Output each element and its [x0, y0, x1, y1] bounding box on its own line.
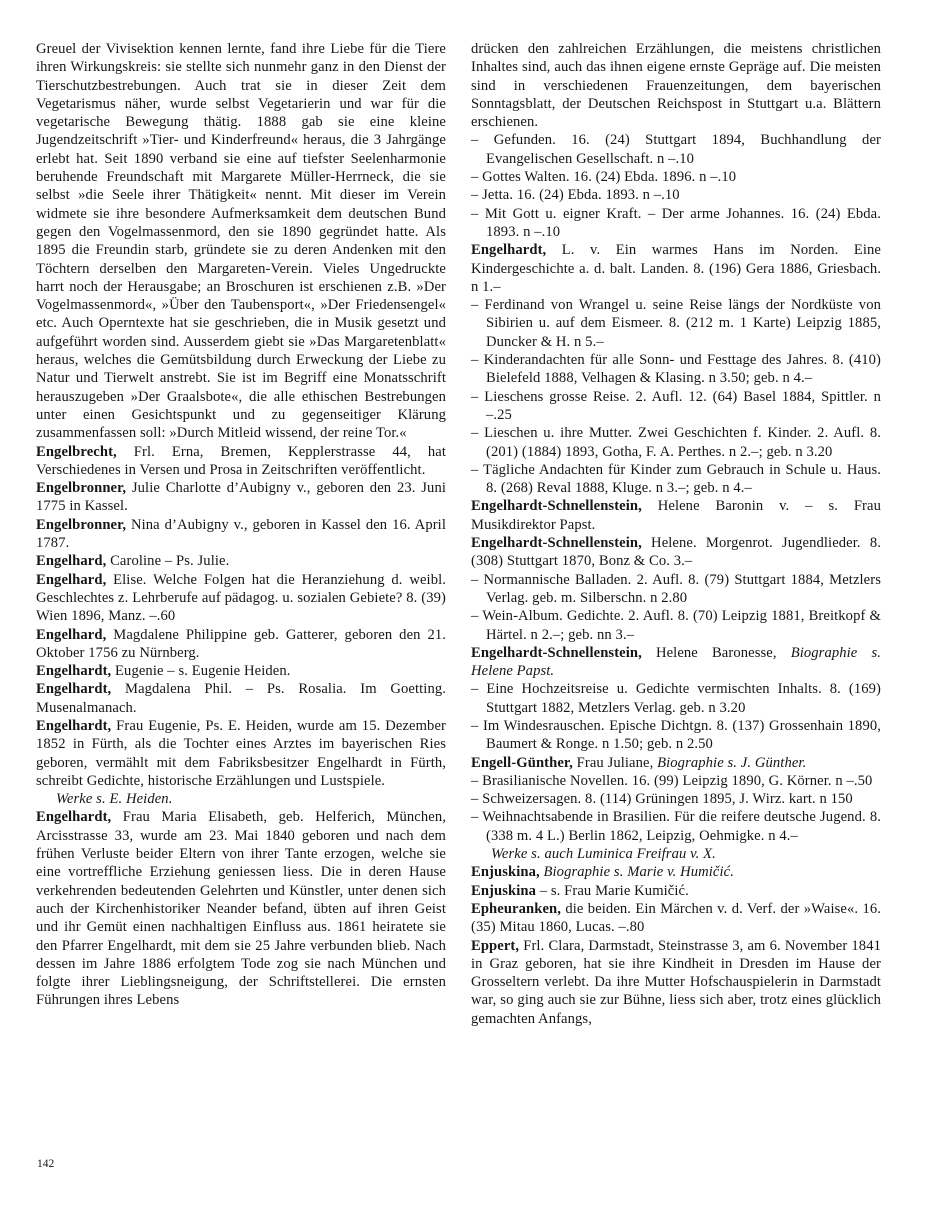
right-column: [471, 40, 881, 1028]
body-text: Frau Eugenie, Ps. E. Heiden, wurde am 15. Dezember 1852 in Fürth, als die Tochter eines Arztes im bayerischen Ries geboren, vermählt mit dem Fabriksbesitzer Engelhardt in Fürth, schreibt Gedichte, historische Erzählungen und Lustspiele.: [36, 717, 446, 789]
body-text: Elise. Welche Folgen hat die Heranziehung d. weibl. Geschlechtes z. Lehrberufe auf pädagog. u. sozialen Gebiete? 8. (39) Wien 1896, Manz. –.60: [36, 571, 446, 625]
work-list-item: [471, 168, 881, 186]
entry-paragraph: [471, 241, 881, 296]
body-text: Nina d’Aubigny v., geboren in Kassel den 16. April 1787.: [36, 516, 446, 552]
entry-paragraph: [36, 443, 446, 480]
work-list-item: [471, 351, 881, 388]
entry-name: Engelhard,: [36, 626, 107, 643]
body-text: – Im Windesrauschen. Epische Dichtgn. 8. (137) Grossenhain 1890, Baumert & Ronge. n 1.50; geb. n 2.50: [471, 717, 881, 753]
body-text: Helene. Morgenrot. Jugendlieder. 8. (308) Stuttgart 1870, Bonz & Co. 3.–: [471, 535, 881, 570]
entry-paragraph: [471, 497, 881, 534]
entry-name: Engelhardt,: [36, 809, 112, 826]
entry-name: Engell-Günther,: [471, 754, 573, 771]
body-text: – Jetta. 16. (24) Ebda. 1893. n –.10: [471, 187, 680, 204]
entry-paragraph: [36, 571, 446, 626]
entry-paragraph: [471, 644, 881, 681]
work-list-item: [471, 808, 881, 845]
body-text: – Gottes Walten. 16. (24) Ebda. 1896. n –.10: [471, 169, 737, 186]
body-text: die beiden. Ein Märchen v. d. Verf. der »Waise«. 16. (35) Mitau 1860, Lucas. –.80: [471, 900, 881, 936]
italic-text: Biographie s. Marie v. Humičić.: [543, 864, 734, 881]
body-text: – Eine Hochzeitsreise u. Gedichte vermischten Inhalts. 8. (169) Stuttgart 1882, Metzlers Verlag. geb. n 3.20: [471, 681, 881, 716]
body-text: Frau Maria Elisabeth, geb. Helferich, München, Arcisstrasse 33, wurde am 23. Mai 1840 geboren und nach dem frühen Verluste beider Eltern von ihrer Tante erzogen, welche sie eine vortreffliche Erziehung geniessen liess. Die in deren Hause verkehrenden bedeutenden Gelehrten und Künstler, unter denen sich auch der Kirchenhistoriker Neander befand, übten auf ihren Geist und ihr Gemüt einen nachhaltigen Einfluss aus. 1861 heiratete sie den Pfarrer Engelhardt, mit dem sie 25 Jahre verbunden blieb. Nach dessen im Jahre 1886 erfolgtem Tode zog sie nach München und folgte ihrer Lieblingsneigung, der Schriftstellerei. Die ernsten Führungen ihres Lebens: [36, 809, 446, 1009]
entry-paragraph: [36, 808, 446, 1009]
text-paragraph: [471, 40, 881, 131]
entry-paragraph: [471, 754, 881, 772]
work-list-item: [471, 717, 881, 754]
werke-reference: [471, 845, 881, 863]
entry-name: Engelhard,: [36, 571, 107, 588]
work-list-item: [471, 131, 881, 168]
body-text: Helene Baronesse,: [641, 644, 791, 661]
italic-text: Biographie s. J. Günther.: [657, 754, 807, 771]
work-list-item: [471, 680, 881, 717]
entry-name: Engelbronner,: [36, 516, 127, 533]
entry-paragraph: [471, 937, 881, 1028]
body-text: – Normannische Balladen. 2. Aufl. 8. (79) Stuttgart 1884, Metzlers Verlag. geb. m. Silberschn. n 2.80: [471, 571, 881, 606]
entry-name: Epheuranken,: [471, 900, 562, 917]
entry-name: Engelhardt-Schnellenstein,: [471, 644, 642, 661]
werke-reference: [36, 790, 446, 808]
entry-paragraph: [36, 516, 446, 553]
left-column: [36, 40, 446, 1028]
body-text: Frl. Erna, Bremen, Kepplerstrasse 44, hat Verschiedenes in Versen und Prosa in Zeitschriften veröffentlicht.: [36, 443, 446, 478]
work-list-item: [471, 186, 881, 204]
entry-paragraph: [471, 882, 881, 900]
body-text: – Wein-Album. Gedichte. 2. Aufl. 8. (70) Leipzig 1881, Breitkopf & Härtel. n 2.–; geb. nn 3.–: [471, 608, 881, 643]
entry-paragraph: [471, 863, 881, 881]
body-text: – Brasilianische Novellen. 16. (99) Leipzig 1890, G. Körner. n –.50: [471, 772, 873, 789]
work-list-item: [471, 571, 881, 608]
work-list-item: [471, 461, 881, 498]
work-list-item: [471, 388, 881, 425]
entry-name: Engelhard,: [36, 553, 107, 570]
work-list-item: [471, 424, 881, 461]
body-text: Julie Charlotte d’Aubigny v., geboren den 23. Juni 1775 in Kassel.: [36, 480, 446, 515]
work-list-item: [471, 296, 881, 351]
entry-paragraph: [471, 534, 881, 571]
entry-name: Engelhardt,: [36, 663, 112, 680]
entry-name: Engelhardt,: [471, 242, 547, 259]
body-text: – Kinderandachten für alle Sonn- und Festtage des Jahres. 8. (410) Bielefeld 1888, Velhagen & Klasing. n 3.50; geb. n 4.–: [471, 352, 881, 387]
entry-paragraph: [36, 717, 446, 790]
body-text: – s. Frau Marie Kumičić.: [536, 882, 689, 899]
entry-paragraph: [471, 900, 881, 937]
body-text: Frl. Clara, Darmstadt, Steinstrasse 3, am 6. November 1841 in Graz geboren, hat sie ihre Kindheit in Dresden im Hause der Grosseltern verlebt. Da ihre Mutter Hofschauspielerin in Darmstadt war, so ging auch sie zur Bühne, liess sich aber, trotz eines glücklich gemachten Anfangs,: [471, 937, 881, 1027]
entry-paragraph: [36, 552, 446, 570]
entry-paragraph: [36, 662, 446, 680]
italic-text: Werke s. E. Heiden.: [56, 791, 173, 808]
entry-name: Eppert,: [471, 937, 520, 954]
entry-paragraph: [36, 626, 446, 663]
work-list-item: [471, 772, 881, 790]
entry-name: Engelhardt,: [36, 717, 112, 734]
body-text: Greuel der Vivisektion kennen lernte, fand ihre Liebe für die Tiere ihren Wirkungskreis: sie stellte sich nunmehr ganz in den Dienst der Tierschutzbestrebungen. Auch trat sie in dieser Zeit dem Vegetarismus näher, wurde selbst Vegetarierin und war für die vegetarische Bewegung thätig. 1888 gab sie eine kleine Jugendzeitschrift »Tier- und Kinderfreund« heraus, die 3 Jahrgänge erlebt hat. Seit 1890 verband sie eine auf tiefster Seelenharmonie beruhende Freundschaft mit Margarete Müller-Herrneck, die sie selbst »die Seele ihrer Thätigkeit« nennt. Mit dieser im Verein widmete sie ihre besondere Aufmerksamkeit dem deutschen Bund gegen den Vogelmassenmord, den sie 1890 gegründet hatte. Als 1895 die Freundin starb, gründete sie zu deren Andenken mit den Töchtern derselben den Margareten-Verein. Vieles Ungedruckte harrt noch der Herausgabe; an Broschuren ist erschienen z.B. »Der Vogelmassenmord«, »Über den Taubensport«, »Der Friedensengel« etc. Auch Operntexte hat sie geschrieben, die in Musik gesetzt und aufgeführt worden sind. Ausserdem giebt sie »Das Margaretenblatt« heraus, welches die Gemütsbildung durch Erweckung der Liebe zu Natur und Tierwelt anstrebt. Sie ist im Begriff eine Monatsschrift herauszugeben »Der Graalsbote«, die alle ethischen Bestrebungen unter einen Gesichtspunkt und zu gegenseitiger Klärung zusammenfassen soll: »Durch Mitleid wissend, der reine Tor.«: [36, 41, 446, 442]
body-text: – Mit Gott u. eigner Kraft. – Der arme Johannes. 16. (24) Ebda. 1893. n –.10: [471, 205, 881, 240]
entry-name: Engelbronner,: [36, 480, 127, 497]
entry-name: Engelhardt-Schnellenstein,: [471, 498, 642, 515]
body-text: L. v. Ein warmes Hans im Norden. Eine Kindergeschichte a. d. balt. Landen. 8. (196) Gera 1886, Griesbach. n 1.–: [471, 242, 881, 295]
entry-name: Enjuskina: [471, 882, 536, 899]
entry-name: Enjuskina,: [471, 864, 540, 881]
italic-text: Werke s. auch Luminica Freifrau v. X.: [491, 846, 716, 863]
body-text: – Lieschen u. ihre Mutter. Zwei Geschichten f. Kinder. 2. Aufl. 8. (201) (1884) 1893, Gotha, F. A. Perthes. n 2.–; geb. n 3.20: [471, 425, 881, 460]
page-number: 142: [37, 1158, 55, 1170]
body-text: – Tägliche Andachten für Kinder zum Gebrauch in Schule u. Haus. 8. (268) Reval 1888, Kluge. n 3.–; geb. n 4.–: [471, 461, 881, 497]
entry-paragraph: [36, 479, 446, 516]
page-content: [36, 40, 881, 1028]
body-text: – Weihnachtsabende in Brasilien. Für die reifere deutsche Jugend. 8. (338 m. 4 L.) Berlin 1862, Leipzig, Oehmigke. n 4.–: [471, 809, 881, 844]
text-paragraph: [36, 40, 446, 443]
body-text: – Gefunden. 16. (24) Stuttgart 1894, Buchhandlung der Evangelischen Gesellschaft. n –.10: [471, 132, 881, 167]
body-text: – Ferdinand von Wrangel u. seine Reise längs der Nordküste von Sibirien u. auf dem Eismeer. 8. (212 m. 1 Karte) Leipzig 1885, Duncker & H. n 5.–: [471, 297, 881, 350]
body-text: Frau Juliane,: [572, 754, 658, 771]
entry-name: Engelbrecht,: [36, 443, 117, 460]
body-text: Eugenie – s. Eugenie Heiden.: [111, 663, 291, 680]
body-text: Magdalena Phil. – Ps. Rosalia. Im Goetting. Musenalmanach.: [36, 681, 446, 716]
body-text: – Schweizersagen. 8. (114) Grüningen 1895, J. Wirz. kart. n 150: [471, 791, 853, 808]
entry-name: Engelhardt,: [36, 681, 112, 698]
work-list-item: [471, 607, 881, 644]
body-text: Helene Baronin v. – s. Frau Musikdirektor Papst.: [471, 498, 881, 533]
body-text: drücken den zahlreichen Erzählungen, die meistens christlichen Inhaltes sind, auch das ihnen eigene ernste Gepräge auf. Die meisten sind in verschiedenen Frauenzeitungen, dem bayerischen Sonntagsblatt, der Deutschen Reichspost in Stuttgart u.a. Blättern erschienen.: [471, 41, 881, 131]
italic-text: Biographie s. Helene Papst.: [471, 644, 881, 680]
entry-name: Engelhardt-Schnellenstein,: [471, 535, 642, 552]
body-text: Caroline – Ps. Julie.: [106, 553, 230, 570]
work-list-item: [471, 790, 881, 808]
work-list-item: [471, 205, 881, 242]
body-text: – Lieschens grosse Reise. 2. Aufl. 12. (64) Basel 1884, Spittler. n –.25: [471, 388, 881, 423]
body-text: Magdalene Philippine geb. Gatterer, geboren den 21. Oktober 1756 zu Nürnberg.: [36, 626, 446, 661]
entry-paragraph: [36, 680, 446, 717]
